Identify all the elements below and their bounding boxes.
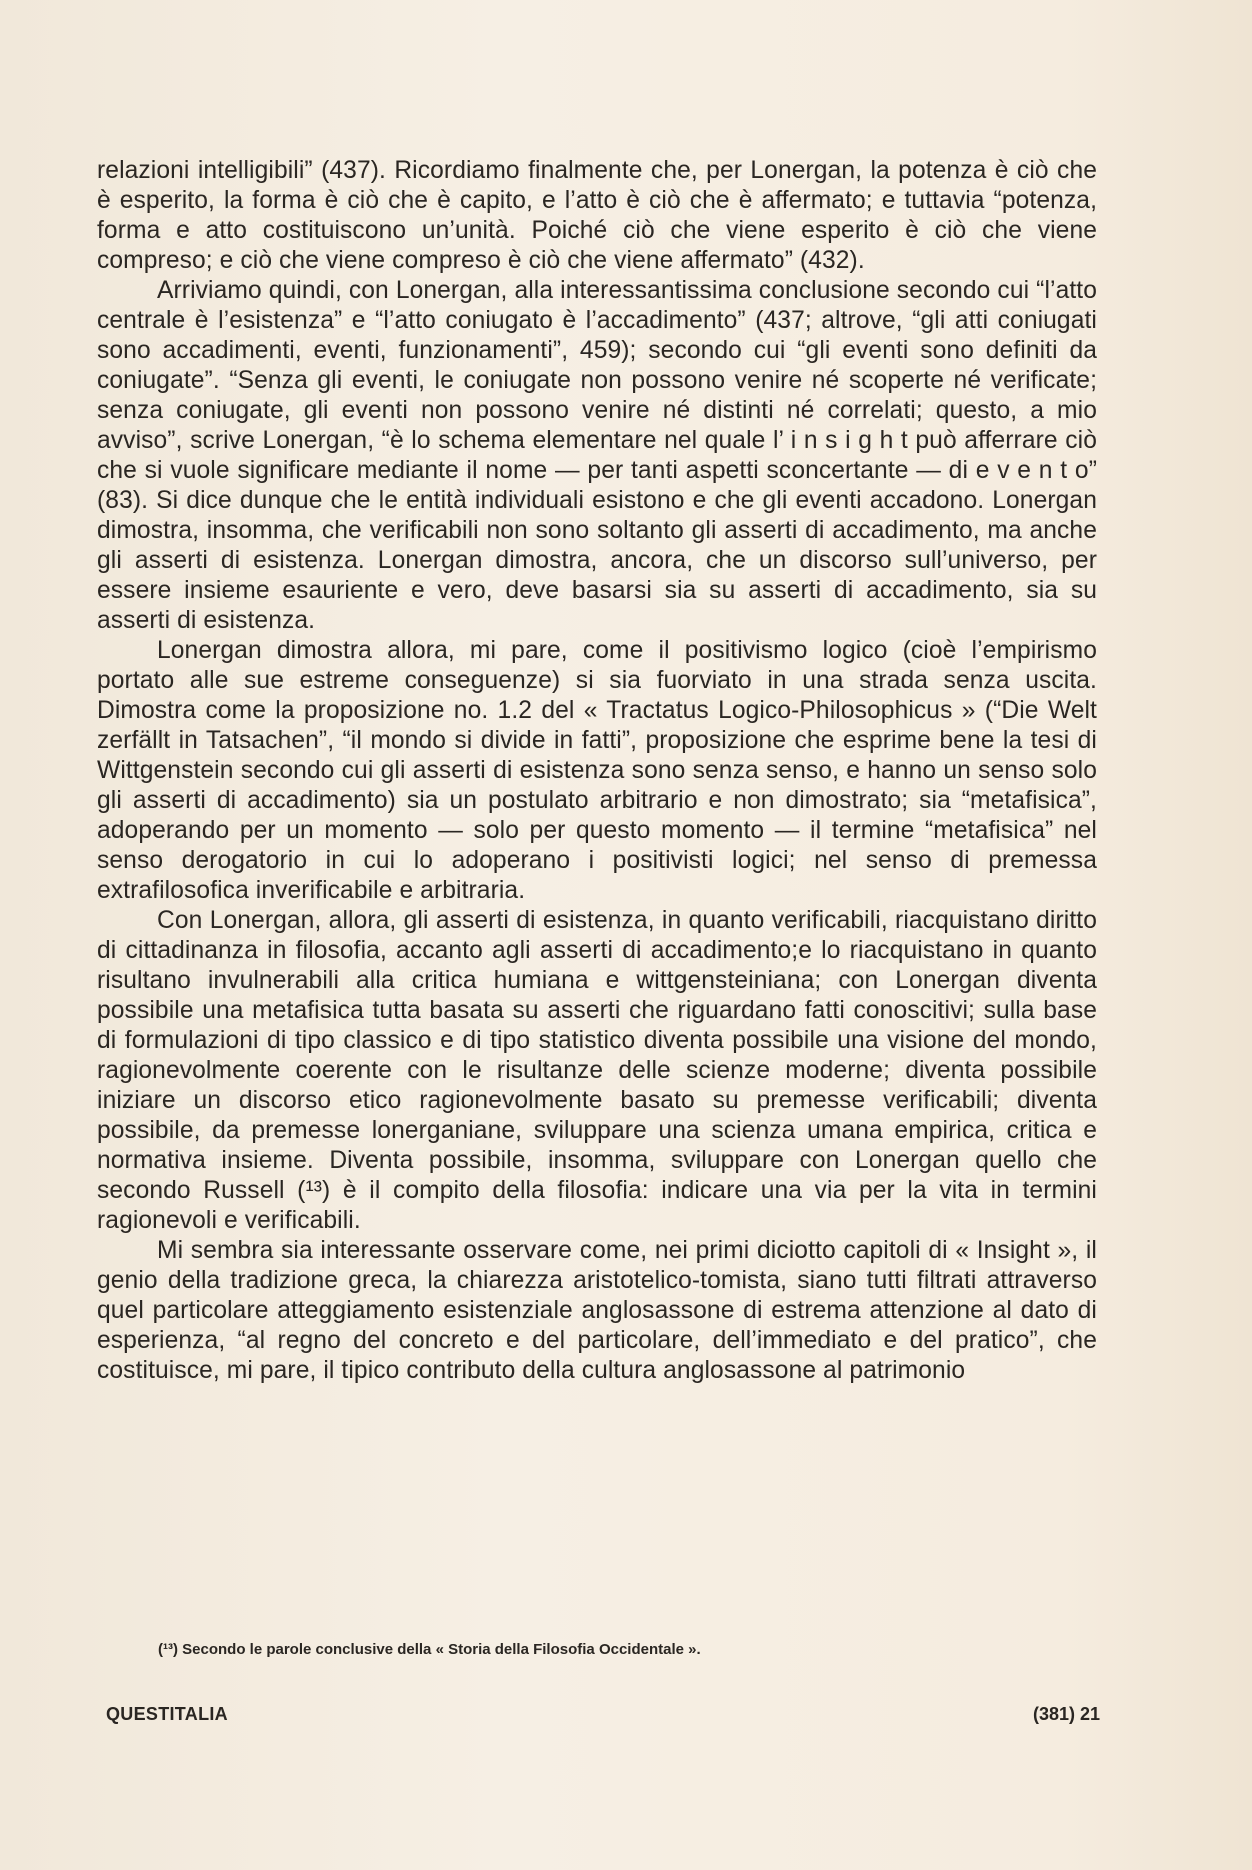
paragraph-2: Arriviamo quindi, con Lonergan, alla interessantissima conclusione secondo cui “l’atto centrale è l’esistenza” e “l’atto coniugato è l’accadimento” (437; altrove, “gli atti coniugati sono accadimenti, eventi, funzionamenti”, 459); secondo cui “gli eventi sono definiti da coniugate”. “Senza gli eventi, le coniugate non possono venire né scoperte né verificate; senza coniugate, gli eventi non possono venire né distinti né correlati; questo, a mio avviso”, scrive Lonergan, “è lo schema elementare nel quale l’ i n s i g h t può afferrare ciò che si vuole significare mediante il nome — per tanti aspetti sconcertante — di e v e n t o” (83). Si dice dunque che le entità individuali esistono e che gli eventi accadono. Lonergan dimostra, insomma, che verificabili non sono soltanto gli asserti di accadimento, ma anche gli asserti di esistenza. Lonergan dimostra, ancora, che un discorso sull’universo, per essere insieme esauriente e vero, deve basarsi sia su asserti di accadimento, sia su asserti di esistenza.	[97, 277, 1097, 634]
paragraph-3: Lonergan dimostra allora, mi pare, come il positivismo logico (cioè l’empirismo portato alle sue estreme conseguenze) si sia fuorviato in una strada senza uscita. Dimostra come la proposizione no. 1.2 del « Tractatus Logico-Philosophicus » (“Die Welt zerfällt in Tatsachen”, “il mondo si divide in fatti”, proposizione che esprime bene la tesi di Wittgenstein secondo cui gli asserti di esistenza sono senza senso, e hanno un senso solo gli asserti di accadimento) sia un postulato arbitrario e non dimostrato; sia “metafisica”, adoperando per un momento — solo per questo momento — il termine “metafisica” nel senso derogatorio in cui lo adoperano i positivisti logici; nel senso di premessa extrafilosofica inverificabile e arbitraria.	[97, 637, 1097, 904]
paragraph-1: relazioni intelligibili” (437). Ricordiamo finalmente che, per Lonergan, la potenza è ciò che è esperito, la forma è ciò che è capito, e l’atto è ciò che è affermato; e tuttavia “potenza, forma e atto costituiscono un’unità. Poiché ciò che viene esperito è ciò che viene compreso; e ciò che viene compreso è ciò che viene affermato” (432).	[97, 157, 1097, 274]
page-number: (381) 21	[1032, 1704, 1100, 1724]
footnote: (¹³) Secondo le parole conclusive della « Storia della Filosofia Occidentale ».	[158, 1641, 701, 1658]
body-text	[97, 156, 1097, 1386]
journal-name: QUESTITALIA	[106, 1704, 228, 1724]
paragraph-4: Con Lonergan, allora, gli asserti di esistenza, in quanto verificabili, riacquistano diritto di cittadinanza in filosofia, accanto agli asserti di accadimento;e lo riacquistano in quanto risultano invulnerabili alla critica humiana e wittgensteiniana; con Lonergan diventa possibile una metafisica tutta basata su asserti che riguardano fatti conoscitivi; sulla base di formulazioni di tipo classico e di tipo statistico diventa possibile una visione del mondo, ragionevolmente coerente con le risultanze delle scienze moderne; diventa possibile iniziare un discorso etico ragionevolmente basato su premesse verificabili; diventa possibile, da premesse lonerganiane, sviluppare una scienza umana empirica, critica e normativa insieme. Diventa possibile, insomma, sviluppare con Lonergan quello che secondo Russell (¹³) è il compito della filosofia: indicare una via per la vita in termini ragionevoli e verificabili.	[97, 907, 1097, 1234]
paragraph-5: Mi sembra sia interessante osservare come, nei primi diciotto capitoli di « Insight », il genio della tradizione greca, la chiarezza aristotelico-tomista, siano tutti filtrati attraverso quel particolare atteggiamento esistenziale anglosassone di estrema attenzione al dato di esperienza, “al regno del concreto e del particolare, dell’immediato e del pratico”, che costituisce, mi pare, il tipico contributo della cultura anglosassone al patrimonio	[97, 1237, 1097, 1384]
